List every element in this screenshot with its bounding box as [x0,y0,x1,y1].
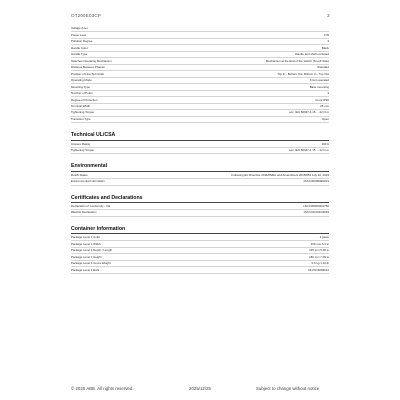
spec-value: 200 A [321,141,329,146]
section-title: Container Information [71,226,329,235]
spec-label: Pollution Degree [71,39,93,44]
spec-label: Declaration of Conformity - CE [71,203,111,208]
spec-value: 3 [327,91,329,96]
footer-copyright: © 2025 ABB. All rights reserved. [71,386,134,391]
spec-label: Number of Poles [71,91,93,96]
spec-label: Switches Operating Mechanism [71,58,112,63]
spec-section [71,132,329,154]
spec-label: Ampere Rating [71,141,91,146]
spec-label: Degree of Protection [71,97,98,102]
page-number: 3 [327,13,330,18]
spec-label: Voltage (Uₐₑ) [71,26,88,31]
spec-section [71,163,329,185]
spec-value: acc. IEC 60947-1 15 ... 22 N·m [289,148,329,153]
spec-label: Position of Line Terminals [71,71,104,76]
spec-value: Black [321,45,329,50]
spec-label: Package Level 1 Width [71,241,101,246]
spec-label: RoHS Status [71,172,88,177]
spec-value: Base mounting [309,84,329,89]
spec-row [71,117,329,123]
spec-section [71,226,329,274]
spec-label: Package Level 1 Units [71,235,100,240]
spec-label: Package Level 1 EAN [71,267,100,272]
section-title: Certificates and Declarations [71,195,329,204]
spec-value: 1SCC300050C0756 [303,203,329,208]
spec-value: Open [321,116,329,121]
spec-value: 145 mm 5.65 in [309,248,329,253]
spec-content [71,26,329,274]
spec-label: Mounting Type [71,84,90,89]
spec-value: Front operated [310,78,329,83]
spec-value: acc. IEC 60947-1 15 ... 22 N·m [289,110,329,115]
spec-label: Package Level 1 Height [71,254,102,259]
spec-value: Handle and shaft excluded [294,52,329,57]
spec-value: Top In - Bottom Out, Bottom In - Top Out [277,71,329,76]
spec-label: Terminal Width [71,104,91,108]
spec-label: Tightening Torque [71,148,94,153]
spec-value: 3 [327,39,329,44]
footer-date: 2025/12/25 [189,386,211,391]
spec-label: Package Level 1 Depth / Length [71,248,113,253]
footer-notice: Subject to change without notice [256,386,320,391]
spec-label: REACH Declaration [71,210,97,215]
spec-value: Following EU Directive 2011/65/EU and Amendment 2015/863 July 22, 2019 [231,172,329,177]
spec-label: Package Level 1 Gross Weight [71,261,111,266]
spec-label: Transition Type [71,116,91,121]
spec-label: Distance Between Phases [71,65,105,70]
spec-value: Mechanism at the End of the Switch (S-Left Side) [265,58,329,63]
spec-value: 6417019293612 [308,267,329,272]
section-title: Environmental [71,163,329,172]
spec-value: 1SCC011101G5093 [303,210,329,215]
spec-value: 180 mm 7.09 in [309,254,329,259]
spec-label: Operating Mode [71,78,92,83]
spec-value: 26 mm [320,104,329,108]
spec-value: 1SCC300050E0201 [303,179,329,184]
spec-label: Power Loss [71,32,87,37]
spec-label: Handle Type [71,52,88,57]
spec-value: 1 piece [319,235,329,240]
document-id: OT200E03CP [71,13,102,18]
section-title: Technical UL/CSA [71,132,329,141]
spec-label: Tightening Torque [71,110,94,115]
spec-row [71,179,329,185]
spec-row [71,267,329,273]
spec-value: 100 mm 6.3 in [310,241,329,246]
spec-value: 4 W [323,32,329,37]
spec-label: Environmental Information [71,179,105,184]
spec-section [71,195,329,217]
spec-row [71,148,329,154]
spec-section [71,26,329,123]
spec-label: Handle Color [71,45,88,50]
spec-row [71,210,329,216]
spec-value: Front IP20 [315,97,329,102]
spec-value: Standard [317,65,329,70]
spec-value: 0.6 kg 1.32 lb [311,261,329,266]
